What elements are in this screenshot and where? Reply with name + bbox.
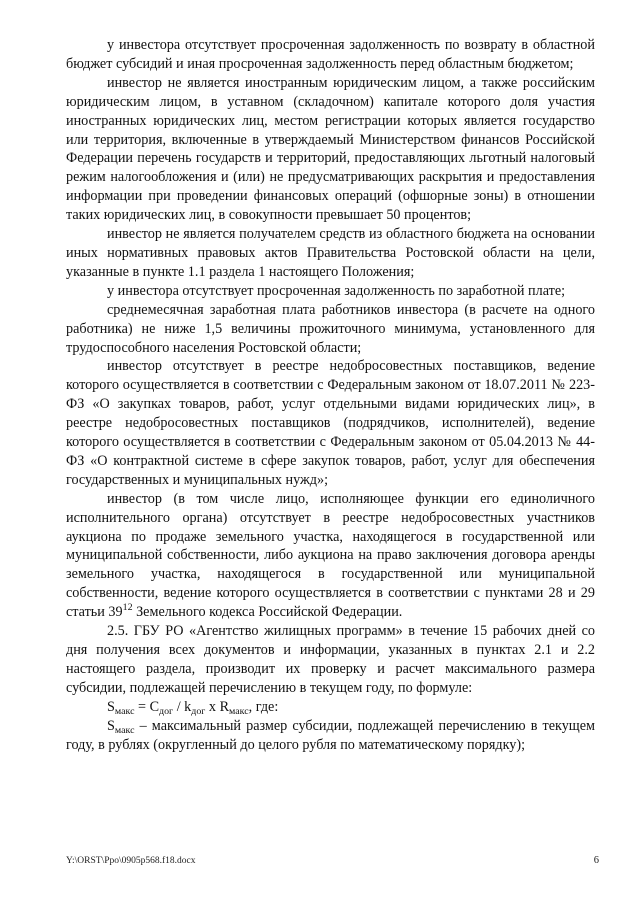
paragraph-foreign-entity: инвестор не является иностранным юридическим лицом, а также российским юридическим лицом, в уставном (складочном) капитале которого доля участия иностранных юридических лиц, местом регистрации которых является государство или территория, включенные в утверждаемый Министерством финансов Российской Федерации перечень государств и территорий, предоставляющих льготный налоговый режим налогообложения и (или) не предусматривающих раскрытия и предоставления информации при проведении финансовых операций (офшорные зоны) в отношении таких юридических лиц, в совокупности превышает 50 процентов; bbox=[66, 74, 595, 224]
formula-tail: , где: bbox=[248, 698, 279, 715]
formula-equals-c: = С bbox=[134, 698, 160, 715]
paragraph-other-funding: инвестор не является получателем средств из областного бюджета на основании иных нормативных правовых актов Правительства Ростовской области на цели, указанные в пункте 1.1 раздела 1 настоящего Положения; bbox=[66, 226, 595, 280]
document-body bbox=[66, 36, 595, 754]
formula-k-subscript: дог bbox=[191, 705, 206, 717]
auction-text-before: инвестор (в том числе лицо, исполняющее функции его единоличного исполнительного органа) отсутствует в реестре недобросовестных участников аукциона по продаже земельного участка, находящегося в государственной или муниципальной собственности, либо аукциона на право заключения договора аренды земельного участка, находящегося в государственной или муниципальной собственности, ведение которого осуществляется в соответствии с пунктами 28 и 29 статьи 39 bbox=[66, 490, 595, 621]
formula-s: S bbox=[107, 698, 115, 715]
definition-s-subscript: макс bbox=[114, 724, 135, 736]
formula-r-subscript: макс bbox=[229, 705, 249, 717]
article-superscript: 12 bbox=[122, 602, 133, 614]
paragraph-average-salary: среднемесячная заработная плата работников инвестора (в расчете на одного работника) не ниже 1,5 величины прожиточного минимума, установленного для трудоспособного населения Ростовской области; bbox=[66, 301, 595, 356]
formula-divide-k: / k bbox=[173, 698, 192, 715]
definition-text: – максимальный размер субсидии, подлежащей перечислению в текущем году, в рублях (округленный до целого рубля по математическому порядку); bbox=[66, 717, 595, 753]
formula-times-r: x R bbox=[205, 698, 230, 715]
formula-c-subscript: дог bbox=[159, 705, 174, 717]
formula-s-subscript: макс bbox=[114, 705, 135, 717]
footer-file-path: Y:\ORST\Ppo\0905p568.f18.docx bbox=[66, 856, 196, 866]
paragraph-auction-registry bbox=[66, 490, 595, 622]
auction-text-after: Земельного кодекса Российской Федерации. bbox=[132, 604, 403, 621]
paragraph-salary-debt: у инвестора отсутствует просроченная задолженность по заработной плате; bbox=[107, 282, 566, 299]
page-number: 6 bbox=[593, 855, 599, 866]
paragraph-smax-definition bbox=[66, 717, 595, 755]
definition-s: S bbox=[107, 717, 115, 734]
paragraph-supplier-registry: инвестор отсутствует в реестре недобросовестных поставщиков, ведение которого осуществляется в соответствии с Федеральным законом от 18.07.2011 № 223-ФЗ «О закупках товаров, работ, услуг отдельными видами юридических лиц», в реестре недобросовестных поставщиков (подрядчиков, исполнителей), ведение которого осуществляется в соответствии с Федеральным законом от 05.04.2013 № 44-ФЗ «О контрактной системе в сфере закупок товаров, работ, услуг для обеспечения государственных и муниципальных нужд»; bbox=[66, 358, 595, 488]
paragraph-section-2-5: 2.5. ГБУ РО «Агентство жилищных программ» в течение 15 рабочих дней со дня получения всех документов и информации, указанных в пунктах 2.1 и 2.2 настоящего раздела, производит их проверку и расчет максимального размера субсидии, подлежащей перечислению в текущем году, по формуле: bbox=[66, 623, 595, 696]
paragraph-budget-debt: у инвестора отсутствует просроченная задолженность по возврату в областной бюджет субсидий и иная просроченная задолженность перед областным бюджетом; bbox=[66, 37, 595, 72]
subsidy-formula bbox=[66, 698, 595, 717]
